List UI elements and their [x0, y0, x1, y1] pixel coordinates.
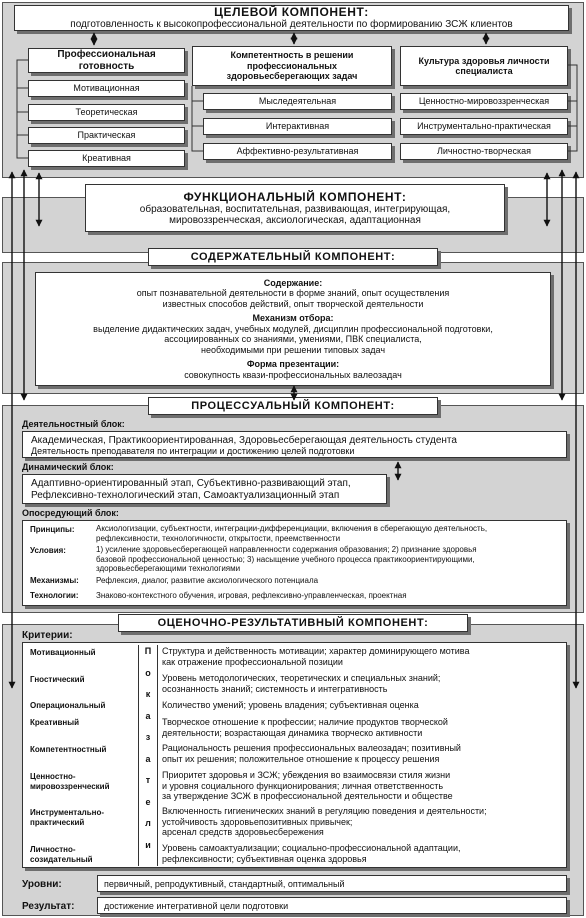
criterion-name: Гностический	[30, 675, 85, 684]
readiness-item-creative: Креативная	[28, 150, 185, 167]
competence-item-interactive: Интерактивная	[203, 118, 392, 135]
criterion-description: Рациональность решения профессиональных валеозадач; позитивный опыт их решения; положительное отношение к процессу решения	[162, 743, 461, 764]
criterion-name: Компетентностный	[30, 745, 107, 754]
functional-component-title: ФУНКЦИОНАЛЬНЫЙ КОМПОНЕНТ:	[183, 189, 407, 204]
mediating-row-principles: Аксиологизации, субъектности, интеграции-дифференциации, включения в сберегающую деятельность, рефлексивности, технологичности, открытости, преемственности	[96, 524, 488, 543]
content-section-heading: Содержание:	[263, 277, 323, 288]
criterion-description: Уровень методологических, теоретических и специальных знаний; осознанность знаний; системность и интегративность	[162, 673, 441, 694]
readiness-item-theoretical: Теоретическая	[28, 104, 185, 121]
content-section-heading: Механизм отбора:	[252, 313, 334, 324]
indicator-letter: к	[145, 689, 151, 699]
activity-block-heading: Деятельностный блок:	[22, 419, 125, 429]
levels-value-box: первичный, репродуктивный, стандартный, оптимальный	[97, 875, 567, 892]
content-section-heading: Форма презентации:	[246, 359, 340, 370]
result-value-box: достижение интегративной цели подготовки	[97, 897, 567, 914]
criterion-name: Мотивационный	[30, 648, 96, 657]
indicator-letter: и	[145, 839, 151, 850]
readiness-item-motivational: Мотивационная	[28, 80, 185, 97]
evaluative-component-title: ОЦЕНОЧНО-РЕЗУЛЬТАТИВНЫЙ КОМПОНЕНТ:	[118, 614, 468, 632]
content-line: опыт познавательной деятельности в форме знаний, опыт осуществления	[136, 288, 450, 299]
criterion-description: Уровень самоактуализации; социально-профессиональной адаптации, рефлексивности; субъективная оценка здоровья	[162, 843, 461, 864]
competence-item-mental: Мыследеятельная	[203, 93, 392, 110]
mediating-row-technologies: Знаково-контекстного обучения, игровая, рефлексивно-управленческая, проектная	[96, 591, 407, 600]
dynamic-block-heading: Динамический блок:	[22, 462, 114, 472]
bracket-professional-readiness	[17, 60, 28, 158]
criterion-description: Приоритет здоровья и ЗСЖ; убеждения во взаимосвязи стиля жизни и уровня социального функционирования; личная ответственность за утверждение ЗСЖ в профессиональной деятельности и обществе	[162, 770, 453, 801]
indicator-letter: л	[145, 818, 151, 828]
bracket-competence	[192, 86, 203, 151]
content-line: выделение дидактических задач, учебных модулей, дисциплин профессиональной подготовки,	[93, 323, 493, 334]
activity-line: Деятельность преподавателя по интеграции и достижению целей подготовки	[31, 446, 355, 456]
bracket-health-culture	[568, 65, 577, 151]
criterion-name: Ценностно- мировоззренческий	[30, 772, 110, 791]
functional-line-2: мировоззренческая, аксиологическая, адаптационная	[169, 215, 421, 226]
process-component-title: ПРОЦЕССУАЛЬНЫЙ КОМПОНЕНТ:	[148, 397, 438, 415]
mediating-label-principles: Принципы:	[30, 525, 75, 534]
indicator-letter: т	[145, 775, 151, 785]
indicator-letter: П	[144, 646, 152, 656]
criterion-description: Включенность гигиенических знаний в регуляцию поведения и деятельности; устойчивость здоровьепозитивных привычек; арсенал средств здоровьесбережения	[162, 806, 487, 837]
indicator-letter: о	[145, 667, 151, 678]
target-component-title: ЦЕЛЕВОЙ КОМПОНЕНТ:	[214, 4, 369, 19]
dynamic-line: Адаптивно-ориентированный этап, Субъективно-развивающий этап,	[31, 478, 351, 489]
column-health-culture-title: Культура здоровья личности специалиста	[400, 46, 568, 86]
criterion-description: Творческое отношение к профессии; наличие продуктов творческой деятельности; возрастающая динамика творческо активности	[162, 717, 448, 738]
result-label: Результат:	[22, 901, 75, 912]
criterion-description: Структура и действенность мотивации; характер доминирующего мотива как отражение профессиональной позиции	[162, 646, 470, 667]
culture-item-creative: Личностно-творческая	[400, 143, 568, 160]
levels-label: Уровни:	[22, 879, 62, 890]
functional-line-1: образовательная, воспитательная, развивающая, интегрирующая,	[139, 203, 451, 215]
criterion-name: Креативный	[30, 718, 80, 727]
content-line: известных способов действий, опыт творческой деятельности	[162, 298, 424, 309]
competence-item-affective: Аффективно-результативная	[203, 143, 392, 160]
indicator-letter: з	[145, 732, 151, 742]
indicator-letter: а	[145, 710, 151, 721]
criterion-description: Количество умений; уровень владения; субъективная оценка	[162, 700, 419, 710]
mediating-label-conditions: Условия:	[30, 546, 66, 555]
criterion-name: Инструментально- практический	[30, 808, 105, 827]
dynamic-line: Рефлексивно-технологический этап, Самоактуализационный этап	[31, 489, 340, 501]
mediating-label-technologies: Технологии:	[30, 591, 79, 600]
mediating-row-mechanisms: Рефлексия, диалог, развитие аксиологического потенциала	[96, 576, 319, 585]
criterion-name: Операциональный	[30, 701, 106, 710]
column-competence-title: Компетентность в решении профессиональных здоровьесберегающих задач	[192, 46, 392, 86]
activity-line: Академическая, Практикоориентированная, Здоровьесберегающая деятельность студента	[31, 435, 457, 446]
readiness-item-practical: Практическая	[28, 127, 185, 144]
criteria-heading: Критерии:	[22, 630, 73, 641]
target-component-subtitle: подготовленность к высокопрофессиональной деятельности по формированию ЗСЖ клиентов	[70, 18, 513, 30]
culture-item-value: Ценностно-мировоззренческая	[400, 93, 568, 110]
content-component-title: СОДЕРЖАТЕЛЬНЫЙ КОМПОНЕНТ:	[148, 248, 438, 266]
mediating-block-heading: Опосредующий блок:	[22, 508, 119, 518]
culture-item-instrumental: Инструментально-практическая	[400, 118, 568, 135]
indicator-letter: а	[145, 753, 151, 764]
criterion-name: Личностно- созидательный	[30, 845, 93, 864]
column-professional-readiness-title: Профессиональная готовность	[28, 48, 185, 73]
content-line: совокупность квази-профессиональных валеозадач	[184, 369, 402, 380]
content-line: необходимыми при решении типовых задач	[200, 344, 386, 355]
mediating-label-mechanisms: Механизмы:	[30, 576, 79, 585]
indicator-letter: е	[145, 796, 151, 807]
content-line: ассоциированных со знаниями, умениями, ПВК специалиста,	[164, 334, 422, 345]
mediating-row-conditions: 1) усиление здоровьесберегающей направленности содержания образования; 2) признание здоровья базовой профессиональной ценностью; 3) насыщение учебного процесса практикоориентирующими, здоровьесберегающими технологиями	[96, 545, 477, 573]
